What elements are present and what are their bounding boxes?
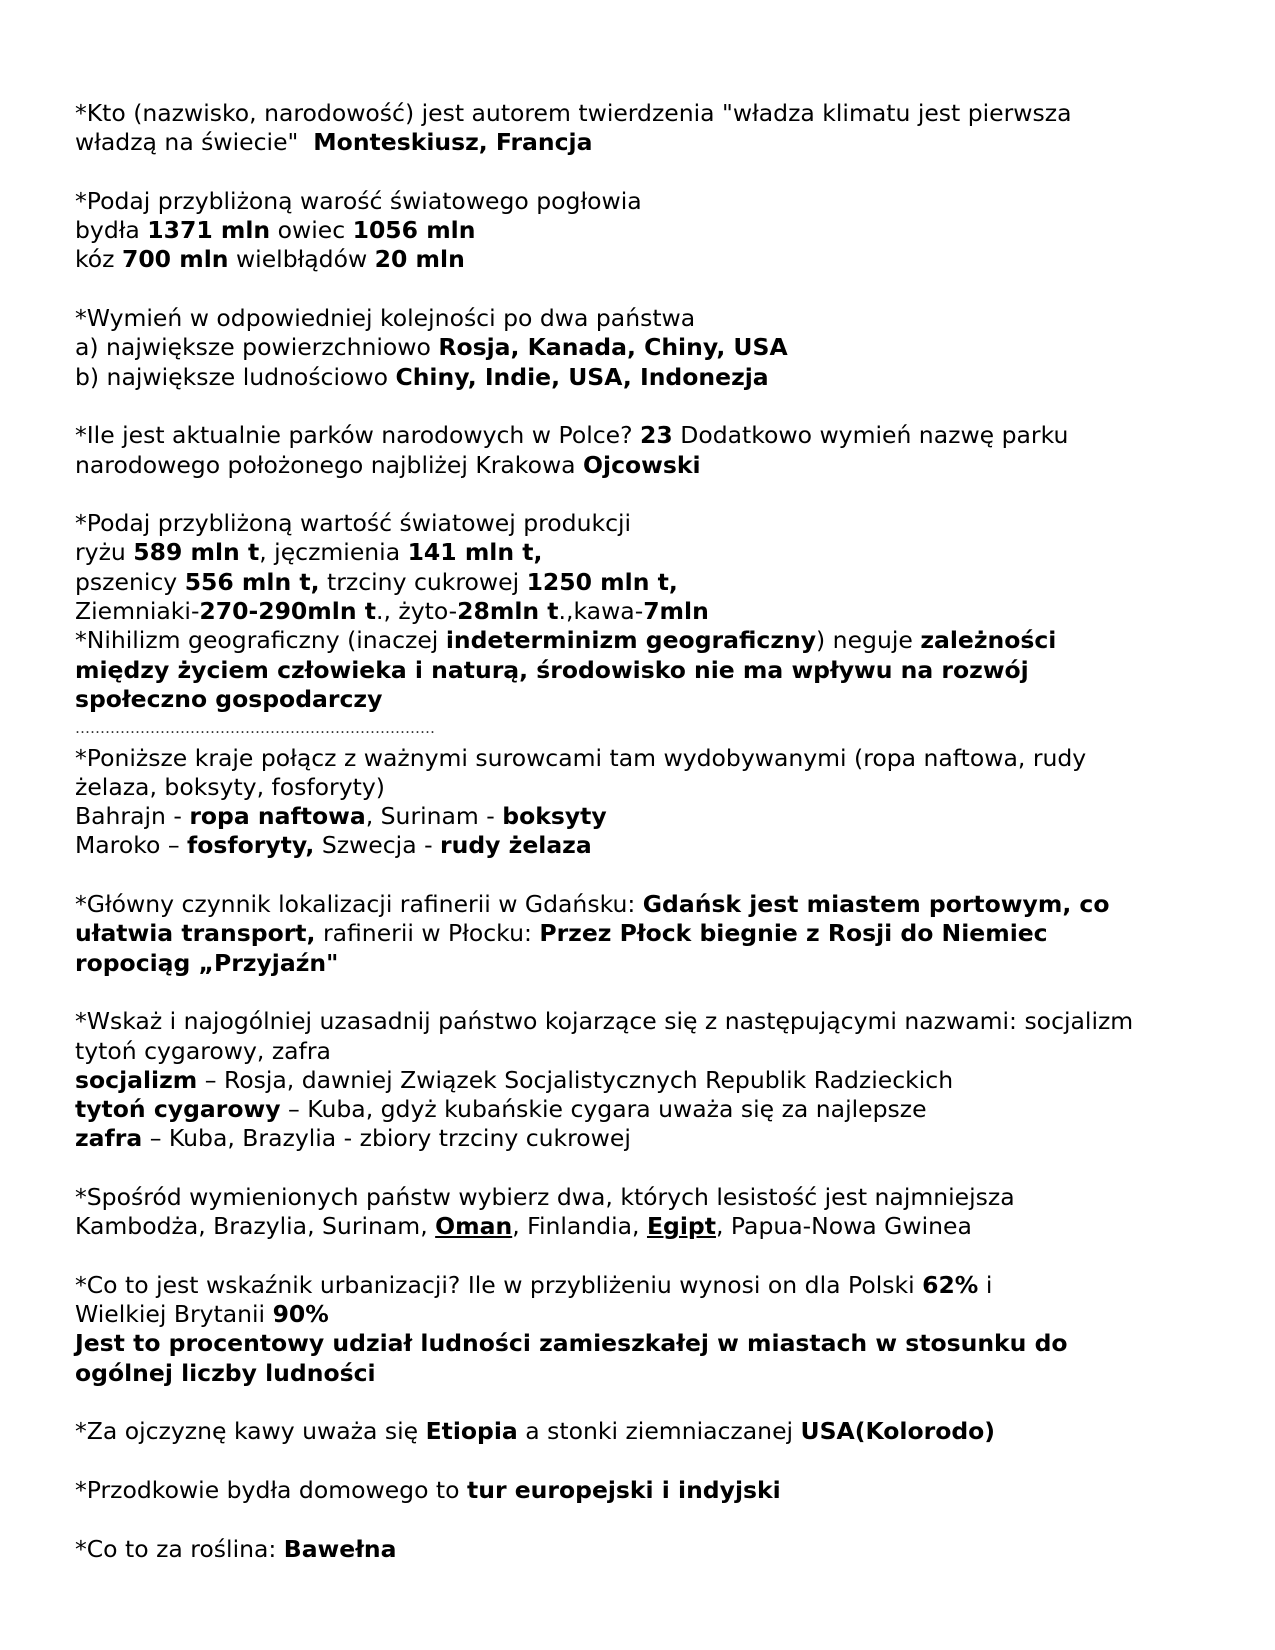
dotted-separator: ……………………………………………………………… xyxy=(75,719,435,738)
q7-line-1: *Poniższe kraje połącz z ważnymi surowcami tam wydobywanymi (ropa naftowa, rudy xyxy=(75,743,1087,772)
q5-line-3: pszenicy 556 mln t, trzciny cukrowej 1250 mln t, xyxy=(75,567,678,596)
q1-answer: Monteskiusz, Francja xyxy=(313,128,593,157)
q4-line-1: *Ile jest aktualnie parków narodowych w Polce? 23 Dodatkowo wymień nazwę parku xyxy=(75,421,1069,450)
q9-line-5: zafra – Kuba, Brazylia - zbiory trzciny cukrowej xyxy=(75,1124,631,1153)
q12-line: *Za ojczyznę kawy uważa się Etiopia a stonki ziemniaczanej USA(Kolorodo) xyxy=(75,1417,996,1446)
q11-line-4: ogólnej liczby ludności xyxy=(75,1358,376,1387)
spacer xyxy=(75,158,1215,187)
q5-line-4: Ziemniaki-270-290mln t., żyto-28mln t.,kawa-7mln xyxy=(75,597,709,626)
q6-line-1: *Nihilizm geograficzny (inaczej indeterminizm geograficzny) neguje zależności xyxy=(75,626,1057,655)
q2-line-3: kóz 700 mln wielbłądów 20 mln xyxy=(75,245,465,274)
spacer xyxy=(75,1447,1215,1476)
q8-line-2: ułatwia transport, rafinerii w Płocku: Przez Płock biegnie z Rosji do Niemiec xyxy=(75,919,1048,948)
q10-line-1: *Spośród wymienionych państw wybierz dwa, których lesistość jest najmniejsza xyxy=(75,1182,1015,1211)
spacer xyxy=(75,275,1215,304)
spacer xyxy=(75,392,1215,421)
spacer xyxy=(75,978,1215,1007)
spacer xyxy=(75,480,1215,509)
spacer xyxy=(75,1154,1215,1183)
q3-line-b: b) największe ludnościowo Chiny, Indie, USA, Indonezja xyxy=(75,362,769,391)
q1-line-2: władzą na świecie" Monteskiusz, Francja xyxy=(75,128,593,157)
q1-question: *Kto (nazwisko, narodowość) jest autorem twierdzenia "władza klimatu jest pierwsza xyxy=(75,99,1072,127)
spacer xyxy=(75,1388,1215,1417)
q13-line: *Przodkowie bydła domowego to tur europejski i indyjski xyxy=(75,1475,781,1504)
q11-line-1: *Co to jest wskaźnik urbanizacji? Ile w przybliżeniu wynosi on dla Polski 62% i xyxy=(75,1270,993,1299)
q2-line-1 xyxy=(75,187,1215,216)
answer-egipt: Egipt xyxy=(646,1212,716,1241)
q14-line: *Co to za roślina: Bawełna xyxy=(75,1534,397,1563)
q9-line-3: socjalizm – Rosja, dawniej Związek Socjalistycznych Republik Radzieckich xyxy=(75,1065,954,1094)
q5-line-1 xyxy=(75,509,1215,538)
answer-oman: Oman xyxy=(435,1212,513,1241)
q2-line-2: bydła 1371 mln owiec 1056 mln xyxy=(75,216,476,245)
q6-line-2: między życiem człowieka i naturą, środowisko nie ma wpływu na rozwój xyxy=(75,655,1029,684)
q3-line-1 xyxy=(75,304,1215,333)
spacer xyxy=(75,1505,1215,1534)
q10-line-2: Kambodża, Brazylia, Surinam, Oman, Finlandia, Egipt, Papua-Nowa Gwinea xyxy=(75,1212,972,1241)
q8-line-3: ropociąg „Przyjaźn" xyxy=(75,948,339,977)
q5-question: *Podaj przybliżoną wartość światowej produkcji xyxy=(75,509,632,538)
spacer xyxy=(75,1242,1215,1271)
document-page xyxy=(75,99,1215,1564)
q5-line-2: ryżu 589 mln t, jęczmienia 141 mln t, xyxy=(75,538,543,567)
q11-line-3: Jest to procentowy udział ludności zamieszkałej w miastach w stosunku do xyxy=(75,1329,1068,1358)
q8-line-1: *Główny czynnik lokalizacji rafinerii w Gdańsku: Gdańsk jest miastem portowym, co xyxy=(75,890,1110,919)
q11-line-2: Wielkiej Brytanii 90% xyxy=(75,1300,329,1329)
q3-question: *Wymień w odpowiedniej kolejności po dwa państwa xyxy=(75,304,696,333)
q1-line-1 xyxy=(75,99,1215,128)
q9-line-4: tytoń cygarowy – Kuba, gdyż kubańskie cygara uważa się za najlepsze xyxy=(75,1095,927,1124)
q3-line-a: a) największe powierzchniowo Rosja, Kanada, Chiny, USA xyxy=(75,333,788,362)
q7-line-2: żelaza, boksyty, fosforyty) xyxy=(75,772,385,801)
q7-line-3: Bahrajn - ropa naftowa, Surinam - boksyty xyxy=(75,802,607,831)
q7-line-4: Maroko – fosforyty, Szwecja - rudy żelaza xyxy=(75,831,592,860)
q6-line-3: społeczno gospodarczy xyxy=(75,684,383,713)
q4-line-2: narodowego położonego najbliżej Krakowa Ojcowski xyxy=(75,450,701,479)
q9-line-2: tytoń cygarowy, zafra xyxy=(75,1036,331,1065)
q2-question: *Podaj przybliżoną warość światowego pogłowia xyxy=(75,186,642,215)
q9-line-1: *Wskaż i najogólniej uzasadnij państwo kojarzące się z następującymi nazwami: socjalizm xyxy=(75,1007,1134,1036)
spacer xyxy=(75,861,1215,890)
